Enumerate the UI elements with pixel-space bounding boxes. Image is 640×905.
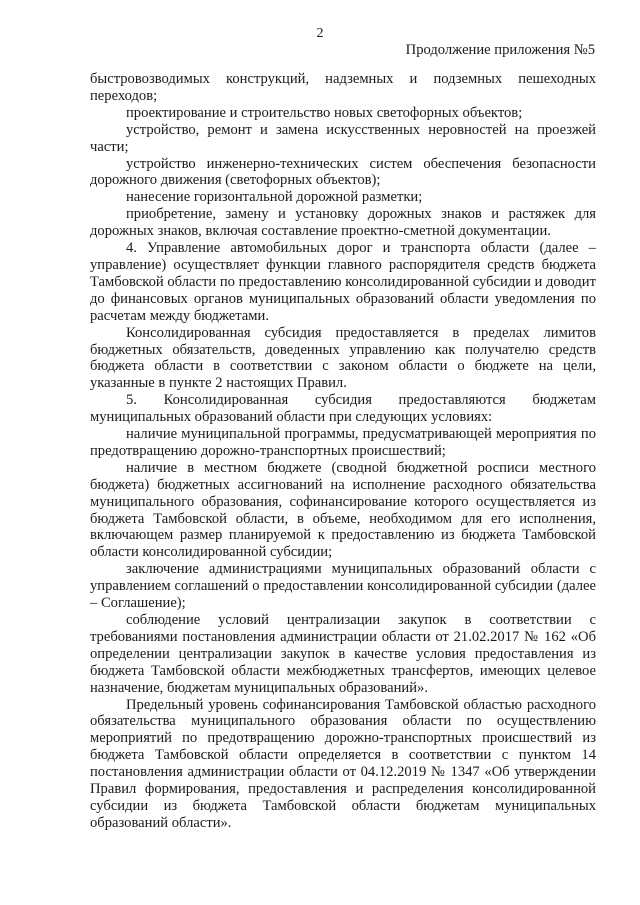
paragraph: Консолидированная субсидия предоставляется в пределах лимитов бюджетных обязательств, доведенных управлению как получателю средств бюджета области в соответствии с законом области о бюджете на цели, указанные в пункте 2 настоящих Правил. <box>90 324 596 392</box>
paragraph: устройство, ремонт и замена искусственных неровностей на проезжей части; <box>90 121 596 155</box>
paragraph: соблюдение условий централизации закупок в соответствии с требованиями постановления администрации области от 21.02.2017 № 162 «Об определении централизации закупок в качестве условия предоставления из бюджета Тамбовской области межбюджетных трансфертов, имеющих целевое назначение, бюджетам муниципальных образований». <box>90 612 596 696</box>
page-number: 2 <box>316 26 324 41</box>
paragraph: нанесение горизонтальной дорожной разметки; <box>126 189 423 206</box>
paragraph: Предельный уровень софинансирования Тамбовской областью расходного обязательства муниципального образования области по осуществлению мероприятий по предотвращению дорожно-транспортных происшествий из бюджета Тамбовской области определяется в соответствии с пунктом 14 постановления администрации области от 04.12.2019 № 1347 «Об утверждении Правил формирования, предоставления и распределения консолидированной субсидии из бюджета Тамбовской области бюджетам муниципальных образований области». <box>90 696 596 831</box>
paragraph: приобретение, замену и установку дорожных знаков и растяжек для дорожных знаков, включая составление проектно-сметной документации. <box>90 206 596 240</box>
paragraph: 4. Управление автомобильных дорог и транспорта области (далее – управление) осуществляет функции главного распорядителя средств бюджета Тамбовской области по предоставлению консолидированной субсидии и доводит до финансовых органов муниципальных образований области уведомления по расчетам между бюджетами. <box>90 240 596 324</box>
paragraph: наличие муниципальной программы, предусматривающей мероприятия по предотвращению дорожно-транспортных происшествий; <box>90 426 596 459</box>
appendix-continuation-header: Продолжение приложения №5 <box>405 42 595 58</box>
paragraph: заключение администрациями муниципальных образований области с управлением соглашений о предоставлении консолидированной субсидии (далее – Соглашение); <box>90 561 596 612</box>
paragraph: проектирование и строительство новых светофорных объектов; <box>126 104 523 121</box>
paragraph: устройство инженерно-технических систем обеспечения безопасности дорожного движения (светофорных объектов); <box>90 155 596 189</box>
paragraph: наличие в местном бюджете (сводной бюджетной росписи местного бюджета) бюджетных ассигнований на исполнение расходного обязательства муниципального образования, софинансирование которого осуществляется из бюджета Тамбовской области, в объеме, необходимом для его исполнения, включающем размер планируемой к предоставлению из бюджета Тамбовской области консолидированной субсидии; <box>90 459 596 561</box>
document-body <box>90 71 596 832</box>
paragraph: 5. Консолидированная субсидия предоставляются бюджетам муниципальных образований области при следующих условиях: <box>90 392 596 426</box>
paragraph: быстровозводимых конструкций, надземных и подземных пешеходных переходов; <box>90 71 596 104</box>
